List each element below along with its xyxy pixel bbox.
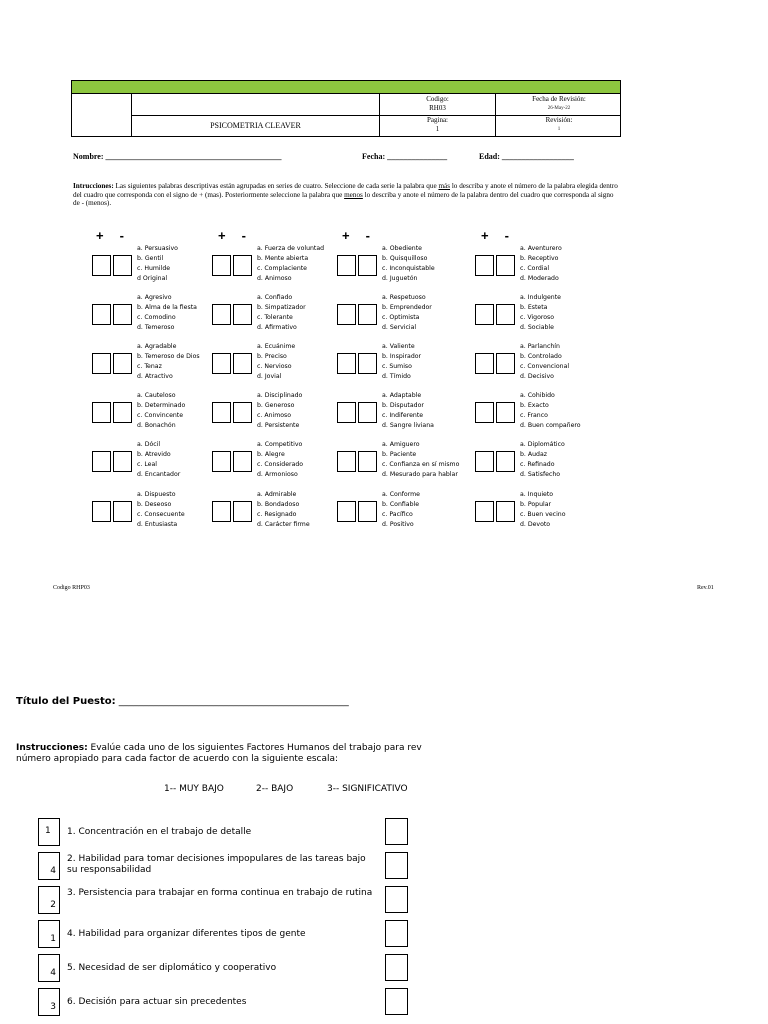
minus-answer-box[interactable]: [233, 402, 252, 423]
word-option: c. Humilde: [137, 265, 171, 272]
word-option: a. Inquieto: [520, 491, 554, 498]
job-title-label: Título del Puesto:: [16, 696, 116, 707]
word-option: c. Cordial: [520, 265, 550, 272]
word-option: c. Complaciente: [257, 265, 307, 272]
scale-bajo: 2-- BAJO: [256, 784, 294, 794]
word-option: c. Pacífico: [382, 511, 413, 518]
factor-answer-box[interactable]: [385, 886, 408, 913]
word-option: c. Convencional: [520, 363, 570, 370]
minus-answer-box[interactable]: [113, 304, 132, 325]
factor-row: [38, 954, 408, 984]
word-option: b. Controlado: [520, 353, 562, 360]
plus-minus-header: [342, 228, 370, 243]
minus-sign: -: [504, 228, 509, 243]
plus-answer-box[interactable]: [212, 255, 231, 276]
plus-answer-box[interactable]: [337, 501, 356, 522]
plus-answer-box[interactable]: [337, 304, 356, 325]
word-option: c. Confianza en sí mismo: [382, 461, 460, 468]
word-option: d Original: [137, 275, 168, 282]
word-option: b. Simpatizador: [257, 304, 306, 311]
word-option: d. Sangre liviana: [382, 422, 434, 429]
minus-answer-box[interactable]: [233, 501, 252, 522]
plus-answer-box[interactable]: [92, 402, 111, 423]
plus-answer-box[interactable]: [337, 353, 356, 374]
word-option: b. Confiable: [382, 501, 420, 508]
word-option: c. Vigoroso: [520, 314, 555, 321]
word-option: c. Inconquistable: [382, 265, 435, 272]
instructions-menos: menos: [344, 190, 363, 199]
factor-number-box: [38, 852, 60, 880]
word-option: b. Mente abierta: [257, 255, 309, 262]
minus-answer-box[interactable]: [358, 451, 377, 472]
factor-number-box: [38, 954, 60, 982]
plus-answer-box[interactable]: [475, 451, 494, 472]
plus-answer-box[interactable]: [92, 255, 111, 276]
word-option: b. Emprendedor: [382, 304, 432, 311]
word-option: b. Bondadoso: [257, 501, 300, 508]
factor-number: 3: [50, 1002, 56, 1012]
minus-answer-box[interactable]: [496, 304, 515, 325]
word-group: [137, 342, 200, 382]
word-option: c. Franco: [520, 412, 548, 419]
word-option: c. Considerado: [257, 461, 304, 468]
word-option: b. Gentil: [137, 255, 164, 262]
factor-row: [38, 920, 408, 950]
word-group: [520, 490, 566, 530]
word-option: a. Indulgente: [520, 294, 561, 301]
minus-answer-box[interactable]: [358, 501, 377, 522]
word-option: a. Valiente: [382, 343, 415, 350]
plus-answer-box[interactable]: [212, 304, 231, 325]
word-option: d. Decisivo: [520, 373, 554, 380]
minus-sign: -: [119, 228, 124, 243]
word-option: a. Parlanchín: [520, 343, 560, 350]
plus-answer-box[interactable]: [475, 304, 494, 325]
factor-text: 4. Habilidad para organizar diferentes tipos de gente: [67, 929, 306, 939]
factor-answer-box[interactable]: [385, 818, 408, 845]
fecha-revision-label: Fecha de Revisión:: [532, 95, 586, 103]
word-option: a. Admirable: [257, 491, 297, 498]
word-group: [520, 342, 569, 382]
word-option: b. Esteta: [520, 304, 548, 311]
minus-answer-box[interactable]: [496, 501, 515, 522]
plus-answer-box[interactable]: [212, 501, 231, 522]
word-option: d. Afirmativo: [257, 324, 297, 331]
word-group: [520, 391, 581, 431]
word-option: a. Ecuánime: [257, 343, 296, 350]
factors-instructions: [16, 743, 456, 765]
factor-number: 1: [50, 934, 56, 944]
word-group: [257, 293, 306, 333]
word-group: [382, 342, 421, 382]
word-group: [382, 293, 432, 333]
form-title: PSICOMETRIA CLEAVER: [210, 121, 301, 130]
nombre-field[interactable]: Nombre: ____________________________________________: [73, 152, 282, 161]
word-group: [520, 440, 565, 480]
factor-number: 2: [50, 900, 56, 910]
word-option: b. Paciente: [382, 451, 417, 458]
footer-code: Codigo RHP03: [53, 585, 90, 591]
word-option: c. Leal: [137, 461, 157, 468]
word-option: a. Aventurero: [520, 245, 562, 252]
minus-answer-box[interactable]: [233, 353, 252, 374]
word-option: b. Quisquilloso: [382, 255, 428, 262]
word-option: b. Deseoso: [137, 501, 172, 508]
word-option: c. Tenaz: [137, 363, 162, 370]
word-option: a. Fuerza de voluntad: [257, 245, 325, 252]
plus-sign: +: [342, 228, 350, 243]
word-option: a. Dispuesto: [137, 491, 176, 498]
word-option: c. Convincente: [137, 412, 184, 419]
word-option: a. Dócil: [137, 441, 161, 448]
codigo-label: Codigo:: [426, 95, 449, 103]
plus-answer-box[interactable]: [337, 255, 356, 276]
edad-field[interactable]: Edad: __________________: [479, 152, 574, 161]
word-option: b. Temeroso de Dios: [137, 353, 200, 360]
word-option: a. Cauteloso: [137, 392, 176, 399]
word-option: c. Sumiso: [382, 363, 412, 370]
minus-answer-box[interactable]: [233, 451, 252, 472]
word-group: [257, 391, 302, 431]
instructions-text-1: Las siguientes palabras descriptivas están agrupadas en series de cuatro. Seleccione de cada serie la palabra que: [113, 182, 439, 190]
word-option: c. Comodino: [137, 314, 176, 321]
codigo-value: RH03: [429, 104, 446, 112]
word-group: [520, 293, 561, 333]
word-option: d. Entusiasta: [137, 521, 178, 528]
instructions-label: Intrucciones:: [73, 182, 114, 190]
plus-answer-box[interactable]: [475, 402, 494, 423]
factor-answer-box[interactable]: [385, 920, 408, 947]
minus-answer-box[interactable]: [113, 402, 132, 423]
pagina-value: 1: [435, 125, 440, 133]
word-option: c. Animoso: [257, 412, 292, 419]
word-option: d. Atractivo: [137, 373, 173, 380]
plus-minus-header: [218, 228, 246, 243]
word-option: b. Preciso: [257, 353, 287, 360]
header-green-band: [72, 81, 620, 94]
word-group: [257, 440, 303, 480]
word-option: c. Optimista: [382, 314, 420, 321]
pagina-label: Pagina:: [427, 116, 448, 124]
plus-answer-box[interactable]: [92, 501, 111, 522]
word-group: [137, 391, 185, 431]
minus-sign: -: [365, 228, 370, 243]
word-option: a. Agresivo: [137, 294, 172, 301]
factor-row: [38, 852, 408, 882]
word-group: [137, 293, 197, 333]
word-group: [382, 490, 420, 530]
minus-answer-box[interactable]: [113, 451, 132, 472]
word-option: d. Animoso: [257, 275, 292, 282]
word-option: a. Conforme: [382, 491, 420, 498]
cleaver-instructions: [73, 182, 621, 208]
word-option: c. Refinado: [520, 461, 555, 468]
plus-answer-box[interactable]: [92, 304, 111, 325]
word-option: a. Persuasivo: [137, 245, 178, 252]
minus-sign: -: [241, 228, 246, 243]
plus-minus-header: [481, 228, 509, 243]
word-option: b. Inspirador: [382, 353, 422, 360]
plus-answer-box[interactable]: [475, 501, 494, 522]
word-option: b. Exacto: [520, 402, 549, 409]
job-title-line: ______________________________________________: [115, 696, 349, 707]
plus-answer-box[interactable]: [92, 451, 111, 472]
word-option: d. Tímido: [382, 373, 411, 380]
factors-instructions-text: Evalúe cada uno de los siguientes Factores Humanos del trabajo para rev número apropiado para cada factor de acuerdo con la siguiente escala:: [16, 743, 422, 764]
word-option: d. Temeroso: [137, 324, 175, 331]
word-option: a. Cohibido: [520, 392, 555, 399]
word-option: d. Jovial: [257, 373, 282, 380]
plus-answer-box[interactable]: [337, 451, 356, 472]
factor-number-box: [38, 886, 60, 914]
factors-instructions-label: Instrucciones:: [16, 743, 88, 753]
word-option: d. Persistente: [257, 422, 300, 429]
factor-text: 6. Decisión para actuar sin precedentes: [67, 997, 247, 1007]
factor-number: 4: [50, 968, 56, 978]
word-group: [520, 244, 562, 284]
word-option: d. Servicial: [382, 324, 417, 331]
word-option: d. Sociable: [520, 324, 554, 331]
word-group: [257, 342, 295, 382]
word-option: b. Atrevido: [137, 451, 171, 458]
word-option: b. Determinado: [137, 402, 186, 409]
plus-minus-header: [96, 228, 124, 243]
factor-row: [38, 886, 408, 916]
word-option: d. Juguetón: [382, 275, 418, 282]
word-group: [257, 244, 324, 284]
plus-answer-box[interactable]: [92, 353, 111, 374]
factor-text: 5. Necesidad de ser diplomático y cooperativo: [67, 963, 277, 973]
revision-label: Revisión:: [545, 116, 573, 124]
word-option: a. Obediente: [382, 245, 422, 252]
revision-value: 1: [557, 127, 561, 132]
word-group: [382, 244, 435, 284]
factor-number: 4: [50, 866, 56, 876]
word-option: a. Agradable: [137, 343, 177, 350]
word-option: b. Disputador: [382, 402, 424, 409]
factor-row: [38, 988, 408, 1018]
factor-row: [38, 818, 408, 848]
minus-answer-box[interactable]: [113, 353, 132, 374]
word-option: d. Buen compañero: [520, 422, 581, 429]
word-option: b. Receptivo: [520, 255, 559, 262]
word-option: b. Alegre: [257, 451, 285, 458]
fecha-revision-value: 26-May-22: [547, 106, 571, 111]
word-option: c. Resignado: [257, 511, 297, 518]
word-option: d. Satisfecho: [520, 471, 561, 478]
minus-answer-box[interactable]: [233, 304, 252, 325]
word-option: a. Diplomático: [520, 441, 565, 448]
word-option: c. Buen vecino: [520, 511, 566, 518]
word-group: [137, 490, 185, 530]
minus-answer-box[interactable]: [496, 353, 515, 374]
plus-answer-box[interactable]: [475, 255, 494, 276]
word-option: b. Generoso: [257, 402, 295, 409]
minus-answer-box[interactable]: [358, 255, 377, 276]
job-title-field[interactable]: [16, 696, 349, 707]
footer-revision: Rev.01: [697, 585, 714, 591]
word-group: [382, 391, 434, 431]
factor-number: 1: [45, 826, 51, 836]
word-group: [382, 440, 459, 480]
word-option: b. Popular: [520, 501, 552, 508]
word-option: b. Alma de la fiesta: [137, 304, 197, 311]
plus-sign: +: [481, 228, 489, 243]
word-option: b. Audaz: [520, 451, 547, 458]
plus-sign: +: [218, 228, 226, 243]
word-option: c. Indiferente: [382, 412, 424, 419]
plus-sign: +: [96, 228, 104, 243]
word-option: d. Devoto: [520, 521, 551, 528]
document-header-table: [71, 80, 621, 137]
scale-muy-bajo: 1-- MUY BAJO: [164, 784, 224, 794]
instructions-text-3: lo describa y anote el número de la palabra dentro del cuadro que corresponda al signo de - (menos).: [73, 190, 614, 208]
scale-significativo: 3-- SIGNIFICATIVO: [327, 784, 408, 794]
fecha-field[interactable]: Fecha: _______________: [362, 152, 448, 161]
word-option: d. Encantador: [137, 471, 181, 478]
word-option: a. Confiado: [257, 294, 293, 301]
word-option: a. Adaptable: [382, 392, 422, 399]
factor-answer-box[interactable]: [385, 852, 408, 879]
instructions-mas: más: [438, 182, 451, 190]
word-option: d. Moderado: [520, 275, 559, 282]
factor-text: 1. Concentración en el trabajo de detalle: [67, 827, 252, 837]
plus-answer-box[interactable]: [212, 353, 231, 374]
word-group: [137, 244, 178, 284]
factor-text: 3. Persistencia para trabajar en forma continua en trabajo de rutina: [67, 888, 373, 898]
plus-answer-box[interactable]: [212, 402, 231, 423]
factor-number-box: [38, 818, 60, 846]
minus-answer-box[interactable]: [358, 353, 377, 374]
word-group: [257, 490, 310, 530]
word-option: a. Competitivo: [257, 441, 303, 448]
word-option: d. Mesurado para hablar: [382, 471, 458, 478]
factor-answer-box[interactable]: [385, 954, 408, 981]
factor-number-box: [38, 988, 60, 1016]
word-option: d. Carácter firme: [257, 521, 310, 528]
factor-answer-box[interactable]: [385, 988, 408, 1015]
word-option: d. Positivo: [382, 521, 414, 528]
plus-answer-box[interactable]: [337, 402, 356, 423]
minus-answer-box[interactable]: [358, 304, 377, 325]
minus-answer-box[interactable]: [233, 255, 252, 276]
minus-answer-box[interactable]: [496, 451, 515, 472]
instructions-text-2: lo describa y anote el número de la palabra elegida dentro del cuadro que corresponda con el signo de + (mas). Posteriormente seleccione la palabra que: [73, 182, 618, 199]
plus-answer-box[interactable]: [475, 353, 494, 374]
factor-number-box: [38, 920, 60, 948]
word-option: c. Consecuente: [137, 511, 185, 518]
word-option: a. Disciplinado: [257, 392, 303, 399]
factor-text: 2. Habilidad para tomar decisiones impopulares de las tareas bajo su responsabilidad: [67, 854, 366, 875]
plus-answer-box[interactable]: [212, 451, 231, 472]
minus-answer-box[interactable]: [496, 402, 515, 423]
word-option: c. Nervioso: [257, 363, 292, 370]
word-option: d. Bonachón: [137, 422, 176, 429]
word-option: d. Armonioso: [257, 471, 298, 478]
word-option: a. Respetuoso: [382, 294, 426, 301]
word-group: [137, 440, 180, 480]
minus-answer-box[interactable]: [113, 501, 132, 522]
word-option: a. Amiguero: [382, 441, 420, 448]
minus-answer-box[interactable]: [358, 402, 377, 423]
word-option: c. Tolerante: [257, 314, 293, 321]
minus-answer-box[interactable]: [113, 255, 132, 276]
minus-answer-box[interactable]: [496, 255, 515, 276]
